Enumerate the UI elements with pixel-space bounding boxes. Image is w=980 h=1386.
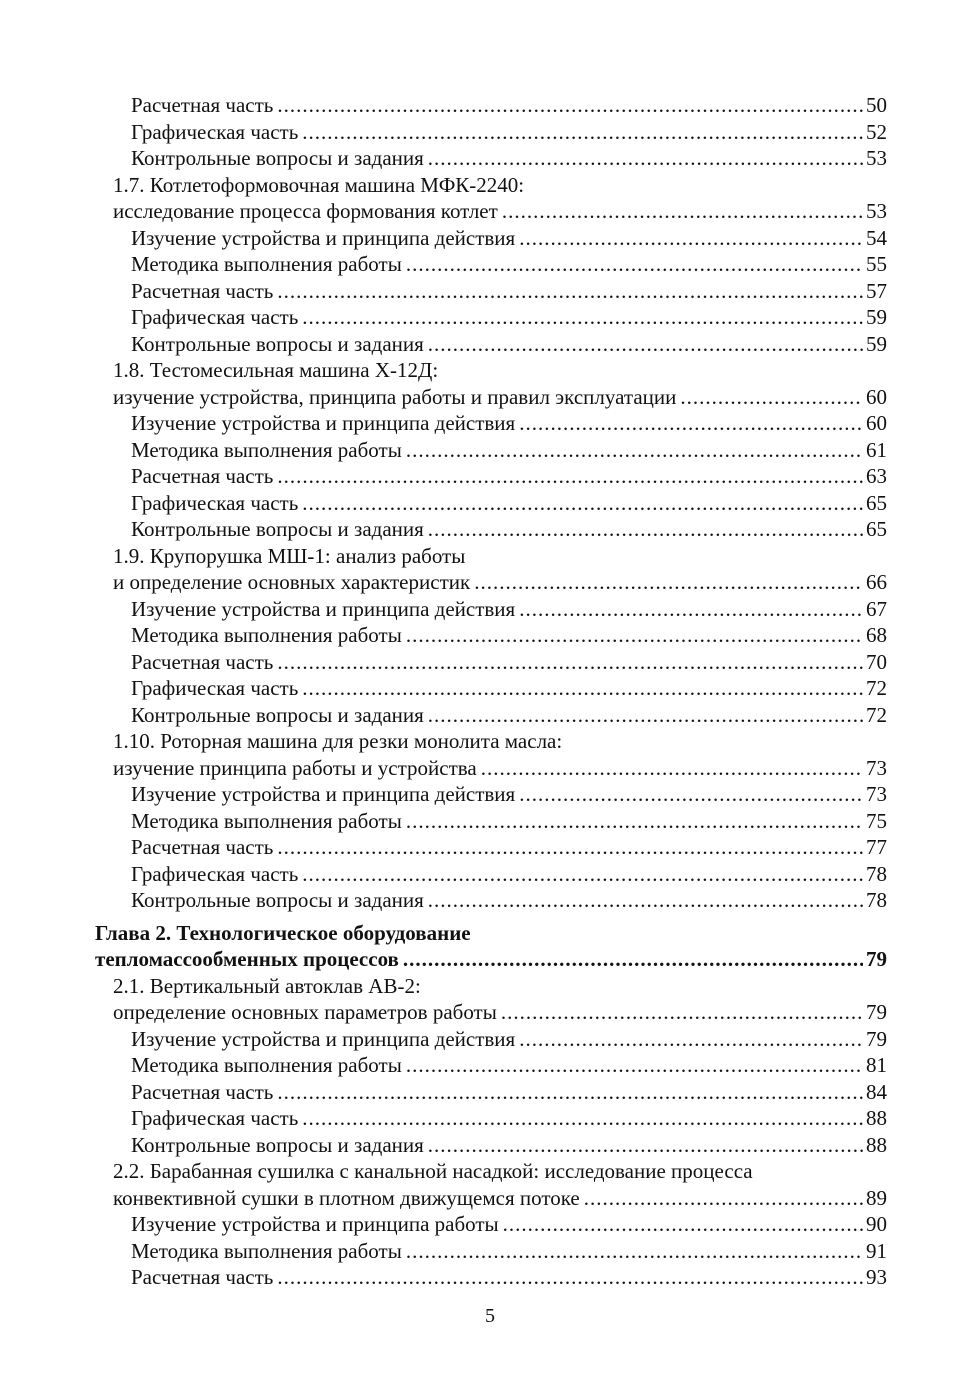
- toc-entry: [95, 1026, 887, 1053]
- toc-entry-title: 1.8. Тестомесильная машина Х-12Д:: [113, 358, 439, 382]
- toc-entry-page: 79: [866, 1000, 887, 1024]
- toc-entry-page: 72: [866, 676, 887, 700]
- toc-entry-title: Изучение устройства и принципа действия: [131, 411, 516, 435]
- toc-entry-title: Графическая часть: [131, 305, 299, 329]
- toc-entry-page: 90: [866, 1212, 887, 1236]
- dot-leader: [428, 1132, 863, 1159]
- toc-entry-title: Контрольные вопросы и задания: [131, 517, 424, 541]
- toc-entry: [95, 1158, 887, 1185]
- toc-entry-page: 59: [866, 305, 887, 329]
- toc-entry: [95, 1079, 887, 1106]
- toc-entry-title: Контрольные вопросы и задания: [131, 1132, 424, 1157]
- toc-entry: [95, 119, 887, 146]
- toc-entry: [95, 781, 887, 808]
- toc-entry-page: 91: [866, 1238, 887, 1263]
- dot-leader: [502, 198, 863, 225]
- toc-entry-title: конвективной сушки в плотном движущемся потоке: [113, 1185, 580, 1210]
- toc-entry: [95, 675, 887, 702]
- toc-entry-page: 67: [866, 596, 887, 621]
- toc-entry: [95, 331, 887, 358]
- dot-leader: [302, 490, 863, 517]
- toc-entry-title: Методика выполнения работы: [131, 623, 402, 647]
- toc-entry: [95, 490, 887, 517]
- toc-entry-page: 79: [866, 947, 887, 971]
- toc-entry-title: Графическая часть: [131, 1106, 299, 1130]
- toc-entry-title: Методика выполнения работы: [131, 1238, 402, 1263]
- dot-leader: [406, 1238, 863, 1265]
- dot-leader: [277, 649, 863, 676]
- toc-entry: [95, 1211, 887, 1238]
- toc-entry-page: 53: [866, 146, 887, 170]
- toc-entry: [95, 1185, 887, 1212]
- toc-entry: [95, 410, 887, 437]
- toc-entry-title: Контрольные вопросы и задания: [131, 888, 424, 912]
- dot-leader: [302, 861, 863, 888]
- toc-entry: [95, 596, 887, 623]
- dot-leader: [481, 755, 863, 782]
- toc-entry: [95, 384, 887, 411]
- toc-entry-title: Контрольные вопросы и задания: [131, 702, 424, 727]
- toc-entry-page: 93: [866, 1265, 887, 1289]
- toc-entry-title: Расчетная часть: [131, 93, 274, 117]
- dot-leader: [680, 384, 863, 411]
- toc-entry-title: тепломассообменных процессов: [95, 947, 399, 971]
- toc-entry-title: 1.10. Роторная машина для резки монолита масла:: [113, 729, 563, 753]
- toc-entry-page: 70: [866, 649, 887, 674]
- table-of-contents: [95, 92, 887, 1291]
- toc-entry-title: Изучение устройства и принципа действия: [131, 225, 516, 250]
- toc-entry-page: 78: [866, 888, 887, 912]
- toc-entry-title: Графическая часть: [131, 861, 299, 886]
- toc-entry-page: 63: [866, 464, 887, 488]
- toc-entry-page: 65: [866, 517, 887, 541]
- toc-entry-page: 57: [866, 278, 887, 303]
- toc-entry: [95, 1264, 887, 1291]
- toc-entry: [95, 728, 887, 755]
- toc-entry-title: Контрольные вопросы и задания: [131, 331, 424, 356]
- toc-entry: [95, 999, 887, 1026]
- dot-leader: [406, 622, 863, 649]
- toc-entry-title: Изучение устройства и принципа работы: [131, 1212, 499, 1236]
- toc-entry-title: 1.9. Крупорушка МШ-1: анализ работы: [113, 543, 466, 568]
- toc-entry-page: 73: [866, 755, 887, 780]
- toc-entry-title: и определение основных характеристик: [113, 570, 471, 594]
- dot-leader: [584, 1185, 863, 1212]
- toc-entry-page: 52: [866, 119, 887, 144]
- toc-entry-title: изучение принципа работы и устройства: [113, 755, 477, 780]
- toc-entry-page: 59: [866, 331, 887, 356]
- toc-entry: [95, 1052, 887, 1079]
- toc-entry-title: Изучение устройства и принципа действия: [131, 596, 516, 621]
- dot-leader: [519, 781, 863, 808]
- toc-entry-page: 65: [866, 490, 887, 515]
- dot-leader: [277, 1264, 863, 1291]
- dot-leader: [406, 251, 863, 278]
- toc-entry: [95, 1238, 887, 1265]
- toc-entry: [95, 834, 887, 861]
- dot-leader: [428, 516, 863, 543]
- dot-leader: [277, 278, 863, 305]
- toc-entry: [95, 1132, 887, 1159]
- dot-leader: [406, 437, 863, 464]
- dot-leader: [277, 834, 863, 861]
- dot-leader: [302, 675, 863, 702]
- toc-entry-title: Графическая часть: [131, 490, 299, 515]
- toc-entry-page: 50: [866, 93, 887, 117]
- toc-entry: [95, 755, 887, 782]
- toc-entry-title: 1.7. Котлетоформовочная машина МФК-2240:: [113, 172, 525, 197]
- toc-entry-title: Графическая часть: [131, 119, 299, 144]
- toc-entry-page: 73: [866, 782, 887, 806]
- toc-entry-page: 68: [866, 623, 887, 647]
- toc-entry: [95, 357, 887, 384]
- toc-entry-title: Контрольные вопросы и задания: [131, 146, 424, 170]
- toc-entry-page: 61: [866, 437, 887, 462]
- toc-entry-title: 2.1. Вертикальный автоклав АВ-2:: [113, 973, 421, 998]
- toc-entry-title: Изучение устройства и принципа действия: [131, 782, 516, 806]
- dot-leader: [428, 887, 863, 914]
- toc-entry-page: 55: [866, 252, 887, 276]
- toc-entry-page: 60: [866, 411, 887, 435]
- toc-entry: [95, 622, 887, 649]
- toc-entry-title: Расчетная часть: [131, 464, 274, 488]
- toc-entry-page: 84: [866, 1079, 887, 1104]
- toc-entry-page: 60: [866, 384, 887, 409]
- toc-entry-title: Расчетная часть: [131, 1265, 274, 1289]
- toc-entry-page: 89: [866, 1185, 887, 1210]
- toc-entry: [95, 808, 887, 835]
- toc-entry-page: 88: [866, 1106, 887, 1130]
- toc-entry: [95, 278, 887, 305]
- toc-entry-page: 81: [866, 1053, 887, 1077]
- toc-entry-page: 79: [866, 1026, 887, 1051]
- toc-entry: [95, 973, 887, 1000]
- toc-entry: [95, 649, 887, 676]
- toc-entry: [95, 543, 887, 570]
- dot-leader: [501, 999, 863, 1026]
- toc-entry-page: 88: [866, 1132, 887, 1157]
- toc-entry: [95, 463, 887, 490]
- toc-entry-page: 54: [866, 225, 887, 250]
- toc-entry-page: 66: [866, 570, 887, 594]
- dot-leader: [519, 410, 863, 437]
- toc-entry-title: Методика выполнения работы: [131, 1053, 402, 1077]
- dot-leader: [302, 304, 863, 331]
- dot-leader: [503, 1211, 863, 1238]
- toc-entry: [95, 251, 887, 278]
- dot-leader: [277, 463, 863, 490]
- toc-entry-title: 2.2. Барабанная сушилка с канальной насадкой: исследование процесса: [113, 1159, 753, 1183]
- page-number: 5: [485, 1305, 495, 1327]
- toc-entry-title: Методика выполнения работы: [131, 437, 402, 462]
- dot-leader: [519, 1026, 863, 1053]
- dot-leader: [428, 145, 863, 172]
- toc-entry: [95, 198, 887, 225]
- dot-leader: [519, 596, 863, 623]
- toc-entry-title: Методика выполнения работы: [131, 808, 402, 833]
- toc-entry-title: Глава 2. Технологическое оборудование: [95, 920, 471, 945]
- dot-leader: [428, 331, 863, 358]
- toc-entry-title: Расчетная часть: [131, 1079, 274, 1104]
- toc-entry: [95, 920, 887, 947]
- dot-leader: [302, 119, 863, 146]
- toc-entry-page: 72: [866, 702, 887, 727]
- toc-entry-page: 77: [866, 835, 887, 859]
- dot-leader: [428, 702, 863, 729]
- dot-leader: [474, 569, 863, 596]
- toc-entry: [95, 437, 887, 464]
- toc-entry-title: Расчетная часть: [131, 649, 274, 674]
- toc-entry: [95, 1105, 887, 1132]
- toc-entry: [95, 569, 887, 596]
- toc-entry-title: Методика выполнения работы: [131, 252, 402, 276]
- toc-entry-title: Графическая часть: [131, 676, 299, 700]
- dot-leader: [406, 808, 863, 835]
- toc-entry-title: исследование процесса формования котлет: [113, 199, 498, 223]
- toc-entry-page: 78: [866, 861, 887, 886]
- toc-entry: [95, 887, 887, 914]
- dot-leader: [302, 1105, 863, 1132]
- toc-entry-title: определение основных параметров работы: [113, 1000, 497, 1024]
- toc-entry-title: изучение устройства, принципа работы и правил эксплуатации: [113, 384, 677, 409]
- dot-leader: [519, 225, 863, 252]
- toc-entry: [95, 172, 887, 199]
- toc-entry: [95, 516, 887, 543]
- toc-entry: [95, 92, 887, 119]
- toc-entry-page: 53: [866, 199, 887, 223]
- dot-leader: [277, 92, 863, 119]
- toc-entry-title: Расчетная часть: [131, 835, 274, 859]
- toc-entry: [95, 861, 887, 888]
- toc-entry: [95, 145, 887, 172]
- toc-entry-page: 75: [866, 808, 887, 833]
- dot-leader: [277, 1079, 863, 1106]
- toc-entry: [95, 225, 887, 252]
- dot-leader: [403, 946, 863, 973]
- toc-entry-title: Расчетная часть: [131, 278, 274, 303]
- toc-entry: [95, 946, 887, 973]
- toc-entry: [95, 304, 887, 331]
- dot-leader: [406, 1052, 863, 1079]
- toc-entry: [95, 702, 887, 729]
- toc-entry-title: Изучение устройства и принципа действия: [131, 1026, 516, 1051]
